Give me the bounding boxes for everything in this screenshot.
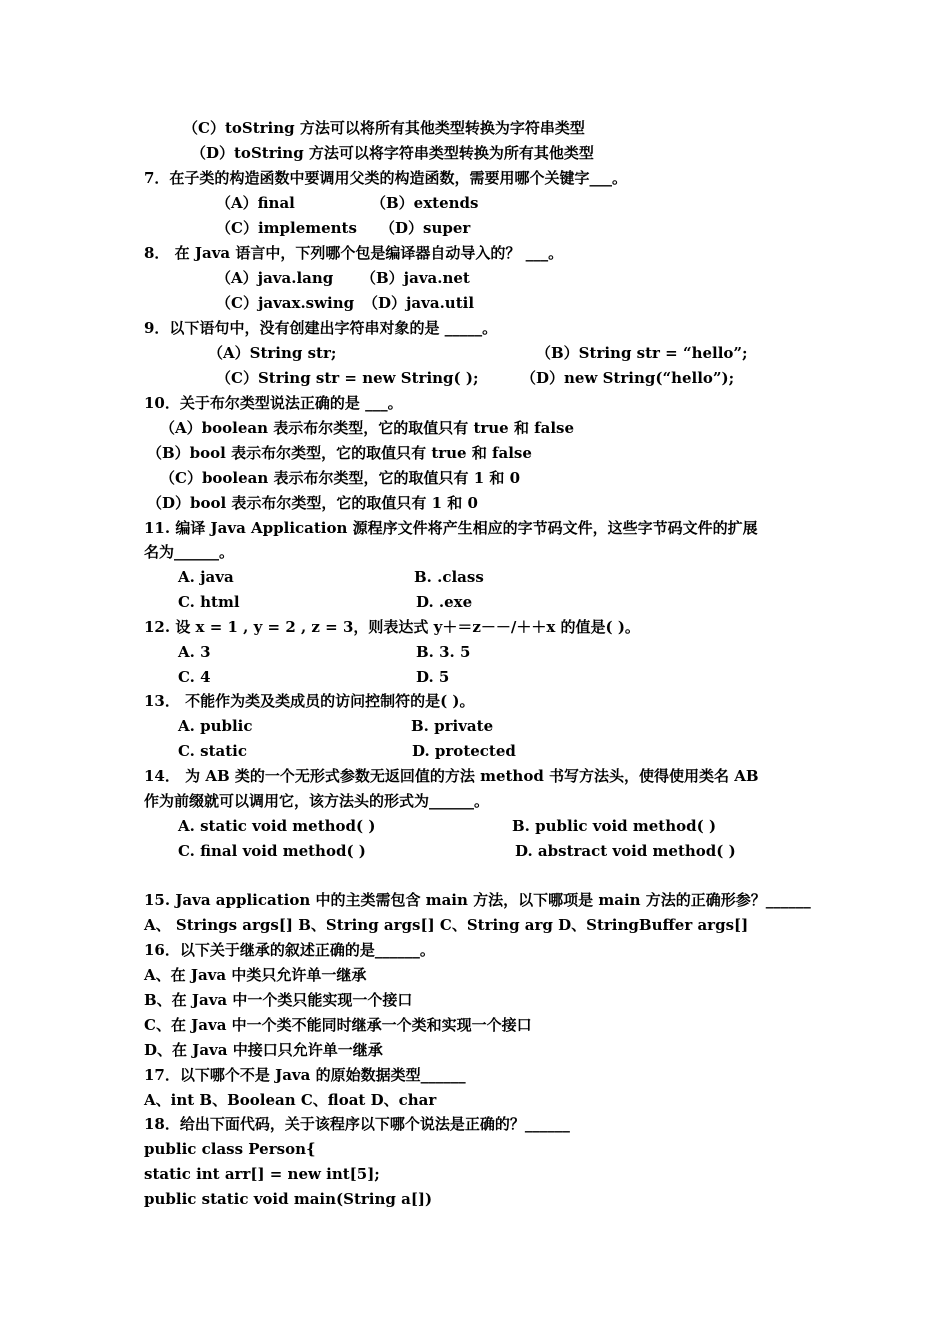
q11-option-a: A. java — [178, 568, 234, 586]
q12-option-d: D. 5 — [416, 668, 450, 686]
q11-question: 11. 编译 Java Application 源程序文件将产生相应的字节码文件，这些字节码文件的扩展 — [144, 519, 758, 537]
q10-question: 10．关于布尔类型说法正确的是 ___。 — [144, 394, 403, 412]
q11-option-d: D. .exe — [416, 593, 473, 611]
q17-options: A、int B、Boolean C、float D、char — [144, 1091, 437, 1109]
q9-question: 9．以下语句中，没有创建出字符串对象的是 _____。 — [144, 319, 498, 337]
q9-option-d: （D）new String(“hello”); — [521, 369, 735, 387]
q18-code-line-1: public class Person{ — [144, 1140, 316, 1158]
q12-question: 12. 设 x = 1 , y = 2 , z = 3，则表达式 y＋＝z－－/＋＋x 的值是( )。 — [144, 618, 640, 636]
q13-option-a: A. public — [178, 717, 253, 735]
q7-option-a: （A）final — [216, 194, 295, 212]
q14-question: 14． 为 AB 类的一个无形式参数无返回值的方法 method 书写方法头，使得使用类名 AB — [144, 767, 759, 785]
q12-option-b: B. 3. 5 — [416, 643, 471, 661]
q16-option-b: B、在 Java 中一个类只能实现一个接口 — [144, 991, 413, 1009]
q8-option-b: （B）java.net — [361, 269, 470, 287]
q13-question: 13． 不能作为类及类成员的访问控制符的是( )。 — [144, 692, 475, 710]
q15-options: A、 Strings args[] B、String args[] C、String arg D、StringBuffer args[] — [144, 916, 749, 934]
q18-code-line-3: public static void main(String a[]) — [144, 1190, 433, 1208]
q16-option-a: A、在 Java 中类只允许单一继承 — [144, 966, 367, 984]
q14-question-cont: 作为前缀就可以调用它，该方法头的形式为______。 — [144, 792, 490, 810]
q18-question: 18．给出下面代码，关于该程序以下哪个说法是正确的？______ — [144, 1115, 570, 1133]
q8-option-c: （C）javax.swing — [216, 294, 355, 312]
q9-option-a: （A）String str; — [208, 344, 337, 362]
q6-option-c: （C）toString 方法可以将所有其他类型转换为字符串类型 — [183, 119, 585, 137]
q8-question: 8． 在 Java 语言中，下列哪个包是编译器自动导入的？ ___。 — [144, 244, 564, 262]
q11-question-cont: 名为______。 — [144, 543, 235, 561]
q7-question: 7．在子类的构造函数中要调用父类的构造函数，需要用哪个关键字___。 — [144, 169, 627, 187]
q12-option-a: A. 3 — [178, 643, 211, 661]
q7-option-d: （D）super — [380, 219, 471, 237]
q10-option-a: （A）boolean 表示布尔类型，它的取值只有 true 和 false — [160, 419, 575, 437]
q14-option-a: A. static void method( ) — [178, 817, 376, 835]
q8-option-d: （D）java.util — [363, 294, 475, 312]
q6-option-d: （D）toString 方法可以将字符串类型转换为所有其他类型 — [191, 144, 594, 162]
q7-option-b: （B）extends — [371, 194, 479, 212]
q12-option-c: C. 4 — [178, 668, 211, 686]
q13-option-b: B. private — [411, 717, 494, 735]
q16-question: 16．以下关于继承的叙述正确的是______。 — [144, 941, 435, 959]
q10-option-b: （B）bool 表示布尔类型，它的取值只有 true 和 false — [147, 444, 532, 462]
q10-option-c: （C）boolean 表示布尔类型，它的取值只有 1 和 0 — [160, 469, 521, 487]
q14-option-c: C. final void method( ) — [178, 842, 366, 860]
q15-question: 15. Java application 中的主类需包含 main 方法，以下哪项是 main 方法的正确形参？______ — [144, 891, 811, 909]
q9-option-b: （B）String str = “hello”; — [536, 344, 748, 362]
q13-option-c: C. static — [178, 742, 247, 760]
q11-option-c: C. html — [178, 593, 240, 611]
q17-question: 17．以下哪个不是 Java 的原始数据类型______ — [144, 1066, 466, 1084]
q9-option-c: （C）String str = new String( ); — [216, 369, 479, 387]
q10-option-d: （D）bool 表示布尔类型，它的取值只有 1 和 0 — [147, 494, 478, 512]
q13-option-d: D. protected — [412, 742, 516, 760]
q14-option-b: B. public void method( ) — [512, 817, 717, 835]
q8-option-a: （A）java.lang — [216, 269, 334, 287]
q16-option-d: D、在 Java 中接口只允许单一继承 — [144, 1041, 383, 1059]
q18-code-line-2: static int arr[] = new int[5]; — [144, 1165, 380, 1183]
q16-option-c: C、在 Java 中一个类不能同时继承一个类和实现一个接口 — [144, 1016, 532, 1034]
q11-option-b: B. .class — [414, 568, 484, 586]
q14-option-d: D. abstract void method( ) — [515, 842, 736, 860]
q7-option-c: （C）implements — [216, 219, 357, 237]
